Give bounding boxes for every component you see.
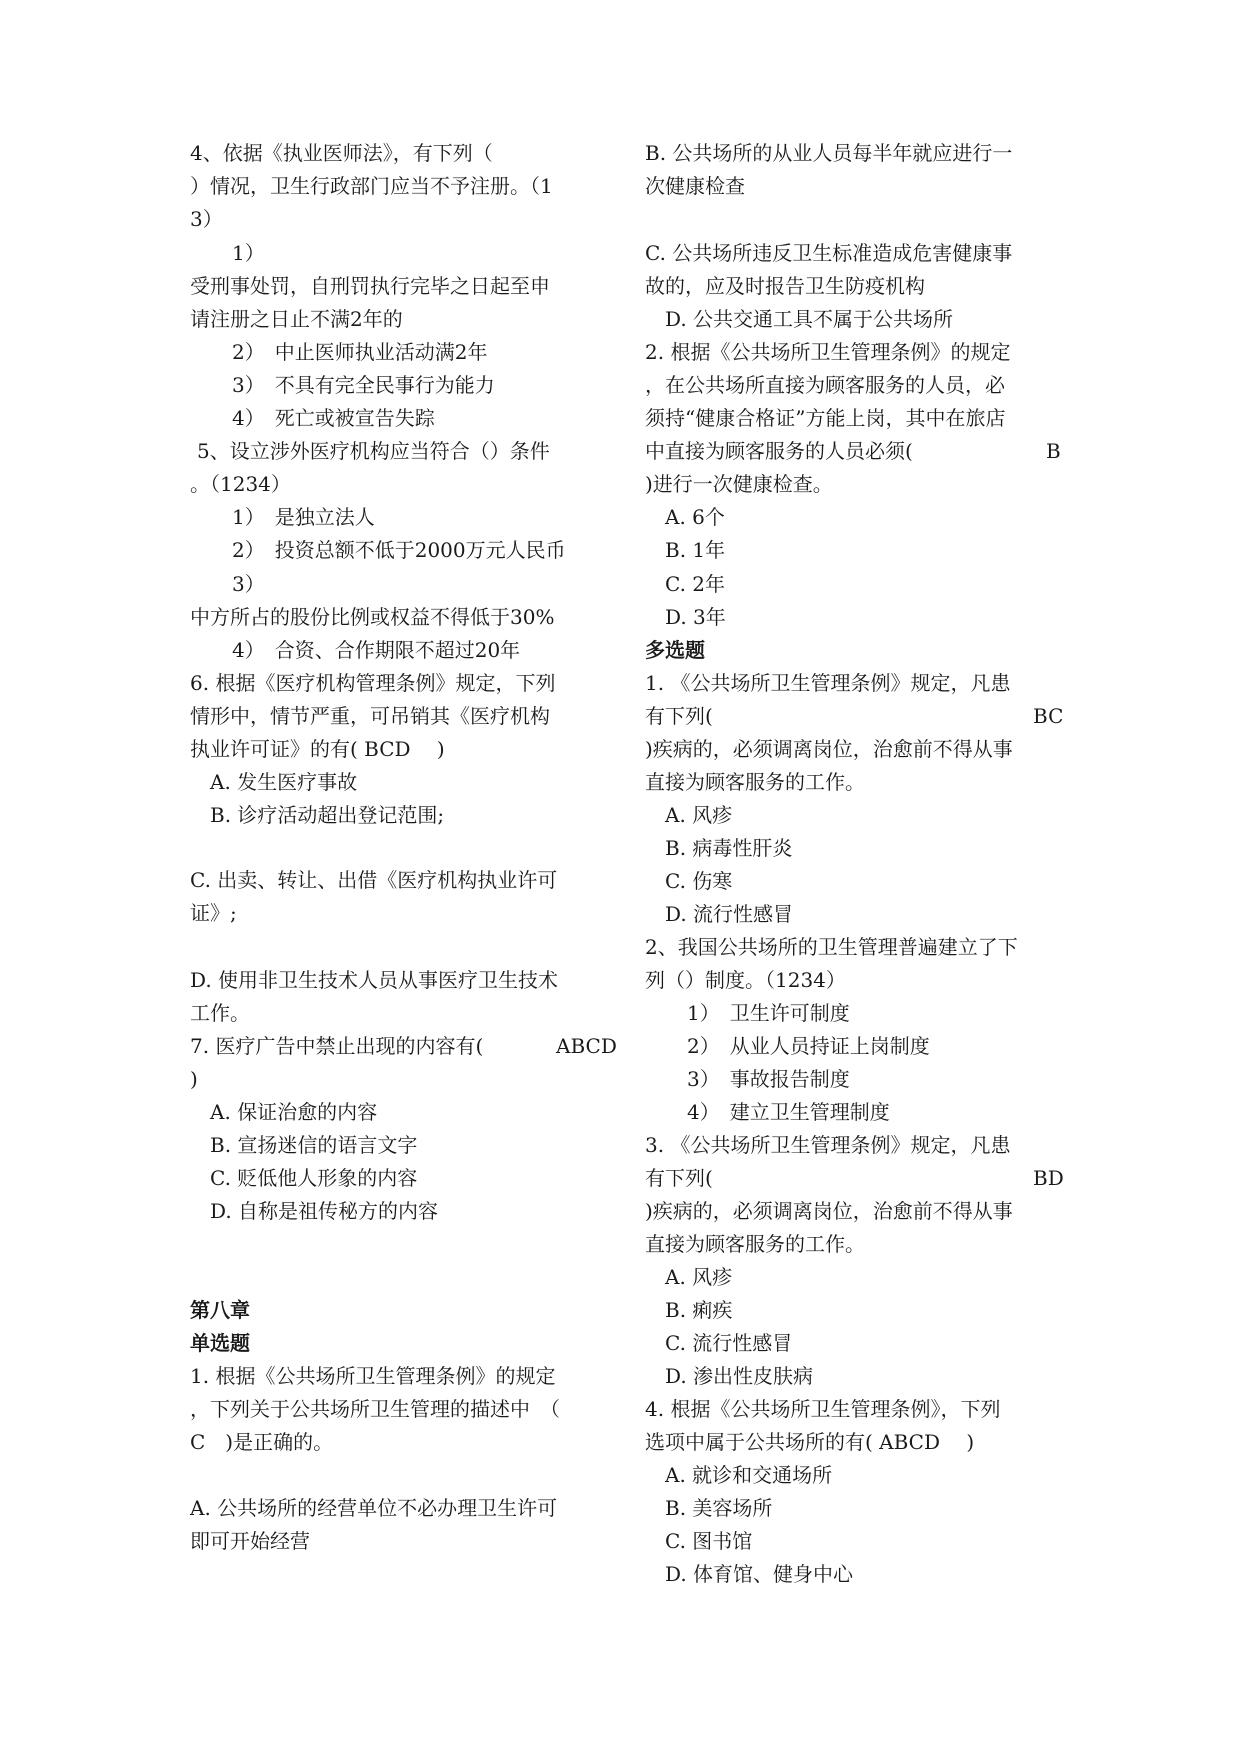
left-line-6: 2） 中止医师执业活动满2年: [232, 340, 488, 364]
left-line-2: 3）: [190, 207, 223, 231]
right-line-9: )进行一次健康检查。: [645, 472, 833, 496]
right-line-28: 4） 建立卫生管理制度: [687, 1100, 890, 1124]
right-line-18: 直接为顾客服务的工作。: [645, 770, 865, 794]
right-line-17: )疾病的，必须调离岗位，治愈前不得从事: [645, 737, 1013, 761]
left-line-13: 3）: [232, 572, 265, 596]
left-line-21: C. 出卖、转让、出借《医疗机构执业许可: [190, 868, 558, 892]
left-line-18: 执业许可证》的有( BCD ): [190, 737, 445, 761]
left-line-32: 单选题: [190, 1331, 250, 1355]
left-line-23: D. 使用非卫生技术人员从事医疗卫生技术: [190, 968, 559, 992]
right-line-38: 选项中属于公共场所的有( ABCD ): [645, 1430, 975, 1454]
right-line-8: 中直接为顾客服务的人员必须(: [645, 439, 913, 463]
right-line-11: B. 1年: [665, 538, 726, 562]
left-line-27: A. 保证治愈的内容: [210, 1100, 378, 1124]
right-line-36: D. 渗出性皮肤病: [665, 1364, 814, 1388]
right-line-3: 故的，应及时报告卫生防疫机构: [645, 274, 925, 298]
right_ans-line-2: BD: [1033, 1166, 1064, 1190]
left-line-26: ): [190, 1067, 198, 1091]
right-line-32: 直接为顾客服务的工作。: [645, 1232, 865, 1256]
left-line-15: 4） 合资、合作期限不超过20年: [232, 638, 521, 662]
left-line-12: 2） 投资总额不低于2000万元人民币: [232, 538, 566, 562]
right-line-34: B. 痢疾: [665, 1298, 733, 1322]
right-line-20: B. 病毒性肝炎: [665, 836, 793, 860]
left-line-37: 即可开始经营: [190, 1529, 310, 1553]
left-line-29: C. 贬低他人形象的内容: [210, 1166, 418, 1190]
left-line-9: 5、设立涉外医疗机构应当符合（）条件: [197, 439, 550, 463]
left-line-25: 7. 医疗广告中禁止出现的内容有(: [190, 1034, 504, 1058]
right-line-16: 有下列(: [645, 704, 713, 728]
right-line-4: D. 公共交通工具不属于公共场所: [665, 307, 954, 331]
left-line-4: 受刑事处罚，自刑罚执行完毕之日起至申: [190, 274, 550, 298]
left-line-35: C )是正确的。: [190, 1430, 334, 1454]
left-line-11: 1） 是独立法人: [232, 505, 375, 529]
right-line-42: D. 体育馆、健身中心: [665, 1562, 854, 1586]
right-line-41: C. 图书馆: [665, 1529, 753, 1553]
left-line-3: 1）: [232, 241, 265, 265]
left-line-30: D. 自称是祖传秘方的内容: [210, 1199, 439, 1223]
right-line-26: 2） 从业人员持证上岗制度: [687, 1034, 930, 1058]
right-line-1: 次健康检查: [645, 174, 745, 198]
left-line-1: ）情况，卫生行政部门应当不予注册。（1: [190, 174, 553, 198]
right-line-2: C. 公共场所违反卫生标准造成危害健康事: [645, 241, 1013, 265]
right-line-29: 3. 《公共场所卫生管理条例》规定，凡患: [645, 1133, 1011, 1157]
left-line-14: 中方所占的股份比例或权益不得低于30%: [190, 605, 555, 629]
right-line-0: B. 公共场所的从业人员每半年就应进行一: [645, 141, 1013, 165]
left-line-0: 4、依据《执业医师法》，有下列（: [190, 141, 493, 165]
left_ans-line-0: ABCD: [556, 1034, 617, 1058]
right-line-21: C. 伤寒: [665, 869, 733, 893]
right-line-39: A. 就诊和交通场所: [665, 1463, 833, 1487]
right-line-22: D. 流行性感冒: [665, 902, 794, 926]
right-line-35: C. 流行性感冒: [665, 1331, 793, 1355]
left-line-22: 证》;: [190, 901, 237, 925]
left-line-19: A. 发生医疗事故: [210, 770, 358, 794]
left-line-5: 请注册之日止不满2年的: [190, 307, 403, 331]
right-line-31: )疾病的，必须调离岗位，治愈前不得从事: [645, 1199, 1013, 1223]
left-line-33: 1. 根据《公共场所卫生管理条例》的规定: [190, 1364, 556, 1388]
right-line-7: 须持“健康合格证”方能上岗，其中在旅店: [645, 406, 1006, 430]
right-line-10: A. 6个: [665, 505, 725, 529]
right-line-19: A. 风疹: [665, 803, 733, 827]
left-line-20: B. 诊疗活动超出登记范围;: [210, 803, 445, 827]
right-line-24: 列（）制度。（1234）: [645, 968, 846, 992]
left-line-7: 3） 不具有完全民事行为能力: [232, 373, 495, 397]
right-line-12: C. 2年: [665, 572, 726, 596]
right-line-5: 2. 根据《公共场所卫生管理条例》的规定: [645, 340, 1011, 364]
right-line-40: B. 美容场所: [665, 1496, 773, 1520]
left-line-34: ，下列关于公共场所卫生管理的描述中 （: [190, 1397, 560, 1421]
right-line-25: 1） 卫生许可制度: [687, 1001, 850, 1025]
right-line-14: 多选题: [645, 638, 705, 662]
left-line-16: 6. 根据《医疗机构管理条例》规定，下列: [190, 671, 556, 695]
right-line-33: A. 风疹: [665, 1265, 733, 1289]
left-line-8: 4） 死亡或被宣告失踪: [232, 406, 435, 430]
right-line-23: 2、我国公共场所的卫生管理普遍建立了下: [645, 935, 1018, 959]
right-line-6: ，在公共场所直接为顾客服务的人员，必: [645, 373, 1005, 397]
right-line-27: 3） 事故报告制度: [687, 1067, 850, 1091]
right-line-15: 1. 《公共场所卫生管理条例》规定，凡患: [645, 671, 1011, 695]
right_ans-line-0: B: [1046, 439, 1061, 463]
left-line-31: 第八章: [190, 1298, 250, 1322]
left-line-10: 。（1234）: [190, 472, 291, 496]
right-line-37: 4. 根据《公共场所卫生管理条例》，下列: [645, 1397, 1001, 1421]
left-line-36: A. 公共场所的经营单位不必办理卫生许可: [190, 1496, 558, 1520]
right-line-13: D. 3年: [665, 605, 726, 629]
left-line-24: 工作。: [190, 1001, 250, 1025]
left-line-28: B. 宣扬迷信的语言文字: [210, 1133, 418, 1157]
right-line-30: 有下列(: [645, 1166, 713, 1190]
right_ans-line-1: BC: [1033, 704, 1064, 728]
left-line-17: 情形中，情节严重，可吊销其《医疗机构: [190, 704, 550, 728]
